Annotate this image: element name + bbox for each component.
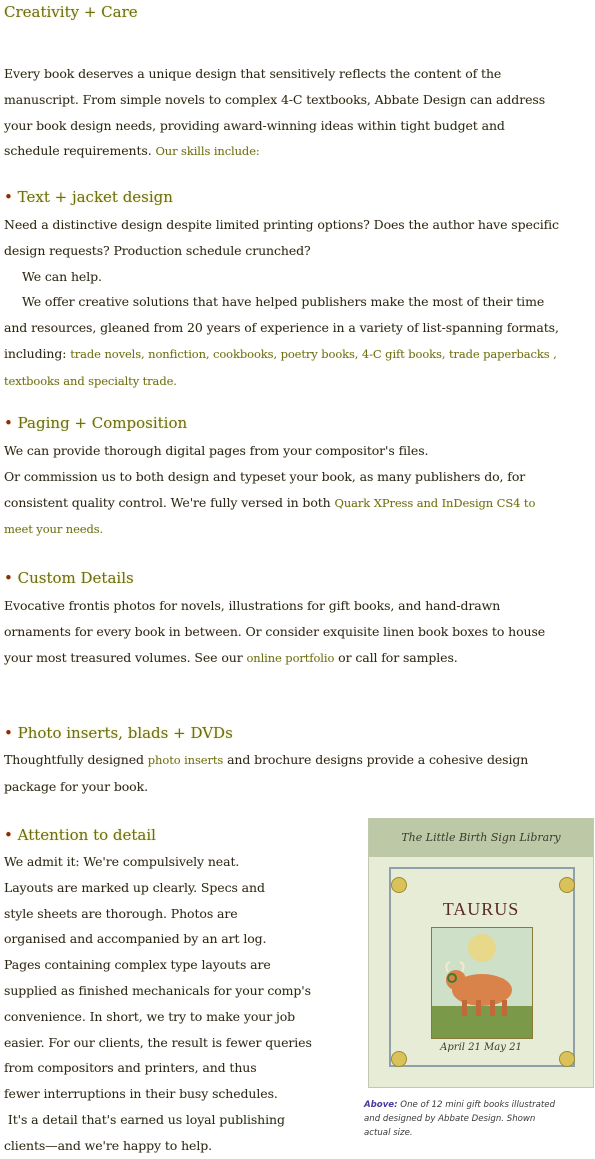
attention-line: We admit it: We're compulsively neat. bbox=[4, 854, 240, 869]
bullet-icon: • bbox=[4, 188, 13, 206]
photo-body bbox=[4, 747, 564, 800]
section-title: Paging + Composition bbox=[17, 414, 188, 432]
attention-line: style sheets are thorough. Photos are bbox=[4, 905, 238, 921]
cover-series-title: The Little Birth Sign Library bbox=[369, 819, 593, 857]
intro-paragraph bbox=[4, 61, 564, 165]
taurus-book-cover-image bbox=[368, 818, 594, 1088]
section-heading-paging bbox=[4, 411, 187, 435]
bull-icon bbox=[432, 928, 532, 1038]
cover-dates: April 21 May 21 bbox=[440, 1042, 522, 1053]
attention-line: clients—and we're happy to help. bbox=[4, 1137, 213, 1153]
attention-line: organised and accompanied by an art log. bbox=[4, 931, 267, 947]
bull-illustration bbox=[431, 927, 533, 1039]
sun-ornament-icon bbox=[391, 877, 407, 893]
page-heading: Creativity + Care bbox=[4, 3, 138, 21]
section-title: Custom Details bbox=[17, 569, 134, 587]
caption-label: Above: bbox=[364, 1100, 398, 1110]
caption-text: One of 12 mini gift books illustrated and designed by Abbate Design. Shown actual size. bbox=[364, 1100, 556, 1138]
attention-line: convenience. In short, we try to make your job bbox=[4, 1008, 296, 1024]
bullet-icon: • bbox=[4, 826, 13, 844]
attention-line: Layouts are marked up clearly. Specs and bbox=[4, 879, 265, 895]
custom-p2: or call for samples. bbox=[338, 649, 458, 665]
attention-line: easier. For our clients, the result is fewer queries bbox=[4, 1034, 312, 1050]
photo-p2: and brochure designs provide a cohesive design package for your book. bbox=[4, 752, 529, 794]
custom-body bbox=[4, 593, 564, 671]
section-title: Text + jacket design bbox=[17, 188, 173, 206]
section-heading-attention bbox=[4, 823, 156, 847]
paging-p2: Or commission us to both design and typeset your book, as many publishers do, for consistent quality control. We're fully versed in both bbox=[4, 468, 526, 510]
section-title: Photo inserts, blads + DVDs bbox=[17, 724, 233, 742]
star-ornament-icon bbox=[559, 1051, 575, 1067]
bullet-icon: • bbox=[4, 414, 13, 432]
text-jacket-p2: We can help. bbox=[22, 268, 102, 284]
paging-p1: We can provide thorough digital pages from your compositor's files. bbox=[4, 443, 429, 458]
text-jacket-p3: We offer creative solutions that have helped publishers make the most of their time and resources, gleaned from 20 years of experience in a variety of list-spanning formats, including: bbox=[4, 294, 559, 361]
text-jacket-p1: Need a distinctive design despite limited printing options? Does the author have specific design requests? Production schedule crunched? bbox=[4, 217, 559, 258]
section-heading-custom bbox=[4, 566, 134, 590]
attention-line: It's a detail that's earned us loyal publishing bbox=[4, 1111, 285, 1127]
star-ornament-icon bbox=[391, 1051, 407, 1067]
section-heading-photo bbox=[4, 721, 233, 745]
photo-p1: Thoughtfully designed bbox=[4, 752, 144, 767]
bullet-icon: • bbox=[4, 569, 13, 587]
attention-line: Pages containing complex type layouts are bbox=[4, 957, 271, 973]
text-jacket-body bbox=[4, 212, 564, 395]
online-portfolio-link[interactable]: online portfolio bbox=[246, 650, 335, 665]
skills-link[interactable]: Our skills include: bbox=[155, 144, 260, 159]
formats-link[interactable]: trade novels, nonfiction, cookbooks, poetry books, 4-C gift books, trade paperbacks , textbooks and specialty trade. bbox=[4, 346, 557, 388]
cover-title: TAURUS bbox=[442, 899, 520, 919]
section-heading-text-jacket bbox=[4, 185, 173, 209]
attention-line: supplied as finished mechanicals for your comp's bbox=[4, 982, 311, 998]
image-caption bbox=[364, 1098, 564, 1140]
section-title: Attention to detail bbox=[17, 826, 156, 844]
paging-body bbox=[4, 438, 564, 543]
photo-inserts-link[interactable]: photo inserts bbox=[147, 753, 224, 767]
attention-line: fewer interruptions in their busy schedules. bbox=[4, 1086, 278, 1102]
software-link[interactable]: Quark XPress and InDesign CS4 to meet your needs. bbox=[4, 495, 536, 537]
attention-line: from compositors and printers, and thus bbox=[4, 1060, 257, 1076]
bullet-icon: • bbox=[4, 724, 13, 742]
attention-body bbox=[4, 849, 359, 1159]
intro-text: Every book deserves a unique design that sensitively reflects the content of the manuscript. From simple novels to complex 4-C textbooks, Abbate Design can address your book design needs, providing award-winning ideas within tight budget and schedule requirements. bbox=[4, 66, 546, 159]
text-jacket-p3-wrap bbox=[4, 289, 564, 394]
custom-p1: Evocative frontis photos for novels, illustrations for gift books, and hand-drawn ornaments for every book in between. Or consider exquisite linen book boxes to house your most treasured volumes. See our bbox=[4, 598, 546, 665]
moon-ornament-icon bbox=[559, 877, 575, 893]
